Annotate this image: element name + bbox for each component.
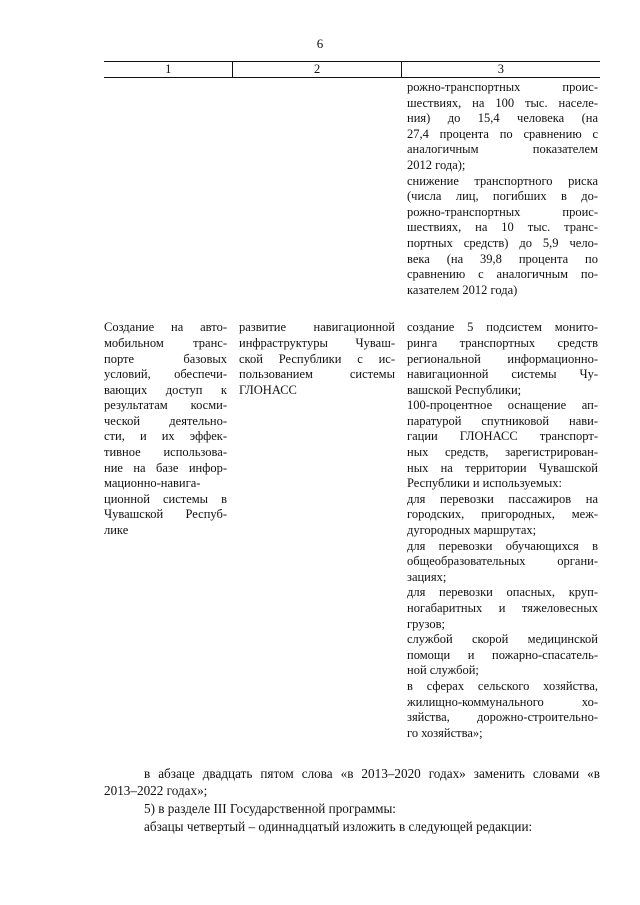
- paragraph-edit: [104, 818, 600, 835]
- cell-line: Создание на авто-: [104, 320, 227, 335]
- row1-col2: [233, 80, 401, 298]
- paragraph-amend-25: [104, 765, 600, 799]
- cell-line: рожно-транспортных проис-: [407, 204, 598, 219]
- cell-line: результатам косми-: [104, 398, 227, 413]
- cell-line: мационно-навига-: [104, 476, 201, 491]
- cell-line: создание 5 подсистем монито-: [407, 320, 598, 335]
- cell-line: Республики и используемых:: [407, 476, 562, 491]
- table-row: [104, 320, 600, 741]
- table-header: [104, 61, 600, 78]
- cell-line: ной службой;: [407, 663, 479, 678]
- cell-line: развитие навигационной: [239, 320, 395, 335]
- cell-line: вашской Республики;: [407, 382, 522, 397]
- cell-line: мобильном транс-: [104, 335, 227, 350]
- row1-col1: [104, 80, 233, 298]
- cell-line: для перевозки обучающихся в: [407, 538, 598, 553]
- cell-line: городских, пригородных, меж-: [407, 507, 598, 522]
- row1-col3: [401, 80, 600, 298]
- row2-col3: [401, 320, 600, 741]
- cell-line: ринга транспортных средств: [407, 335, 598, 350]
- cell-line: шествиях, на 10 тыс. транс-: [407, 220, 598, 235]
- cell-line: общеобразовательных органи-: [407, 554, 598, 569]
- cell-line: инфраструктуры Чуваш-: [239, 335, 395, 350]
- cell-line: ние на базе инфор-: [104, 460, 227, 475]
- cell-line: зациях;: [407, 569, 447, 584]
- table-row: [104, 80, 600, 298]
- cell-line: шествиях, на 100 тыс. населе-: [407, 95, 598, 110]
- cell-line: ных на территории Чувашской: [407, 460, 598, 475]
- cell-line: ногабаритных и тяжеловесных: [407, 601, 598, 615]
- cell-line: снижение транспортного риска: [407, 173, 598, 188]
- cell-line: региональной информационно-: [407, 351, 598, 366]
- cell-line: ской Республики с ис-: [239, 351, 395, 366]
- cell-line: зяйства, дорожно-строительно-: [407, 710, 598, 725]
- cell-line: рожно-транспортных проис-: [407, 80, 598, 94]
- cell-line: грузов;: [407, 616, 445, 631]
- cell-line: ных средств, зарегистрирован-: [407, 445, 598, 460]
- cell-line: службой скорой медицинской: [407, 632, 598, 647]
- cell-line: сравнению с аналогичным по-: [407, 267, 598, 282]
- cell-line: для перевозки пассажиров на: [407, 491, 598, 506]
- cell-line: в сферах сельского хозяйства,: [407, 678, 598, 693]
- cell-line: ционной системы в: [104, 491, 227, 506]
- cell-line: жилищно-коммунального хо-: [407, 694, 598, 709]
- cell-line: аналогичным показателем: [407, 142, 598, 157]
- row2-col2: [233, 320, 401, 741]
- paragraph-line: 2013–2022 годах»;: [104, 783, 208, 798]
- cell-line: 100-процентное оснащение ап-: [407, 398, 598, 413]
- cell-line: 27,4 процента по сравнению с: [407, 126, 598, 141]
- cell-line: пользованием системы: [239, 367, 395, 382]
- header-col-3: 3: [497, 62, 505, 76]
- cell-line: 2012 года);: [407, 157, 466, 172]
- header-col-1: 1: [104, 62, 233, 77]
- cell-line: ГЛОНАСС: [239, 382, 297, 397]
- cell-line: ческой деятельно-: [104, 413, 227, 428]
- cell-line: лике: [104, 523, 129, 538]
- cell-line: для перевозки опасных, круп-: [407, 585, 598, 600]
- cell-line: казателем 2012 года): [407, 282, 518, 297]
- cell-line: Чувашской Респуб-: [104, 507, 227, 522]
- row2-col1: [104, 320, 233, 741]
- page-number: 6: [316, 36, 324, 51]
- paragraph-line: 5) в разделе III Государственной программы:: [144, 801, 396, 816]
- cell-line: гации ГЛОНАСС транспорт-: [407, 429, 598, 444]
- paragraph-section-3: [104, 800, 600, 817]
- data-table: [104, 61, 600, 741]
- cell-line: паратурой спутниковой нави-: [407, 413, 598, 428]
- cell-line: портных средств) до 5,9 чело-: [407, 235, 598, 250]
- cell-line: дугородных маршрутах;: [407, 523, 537, 538]
- cell-line: го хозяйства»;: [407, 725, 483, 740]
- paragraph-line: абзацы четвертый – одиннадцатый изложить в следующей редакции:: [144, 819, 533, 834]
- cell-line: вающих доступ к: [104, 382, 227, 397]
- cell-line: тивное использова-: [104, 445, 227, 460]
- header-col-2: 2: [233, 62, 401, 77]
- cell-line: помощи и пожарно-спасатель-: [407, 647, 598, 662]
- cell-line: порте базовых: [104, 351, 227, 366]
- cell-line: ния) до 15,4 человека (на: [407, 111, 598, 126]
- cell-line: (числа лиц, погибших в до-: [407, 189, 598, 204]
- cell-line: навигационной системы Чу-: [407, 367, 598, 382]
- cell-line: сти, и их эффек-: [104, 429, 227, 444]
- cell-line: века (на 39,8 процента по: [407, 251, 598, 266]
- paragraph-line: в абзаце двадцать пятом слова «в 2013–2020 годах» заменить словами «в: [144, 766, 600, 781]
- cell-line: условий, обеспечи-: [104, 367, 227, 382]
